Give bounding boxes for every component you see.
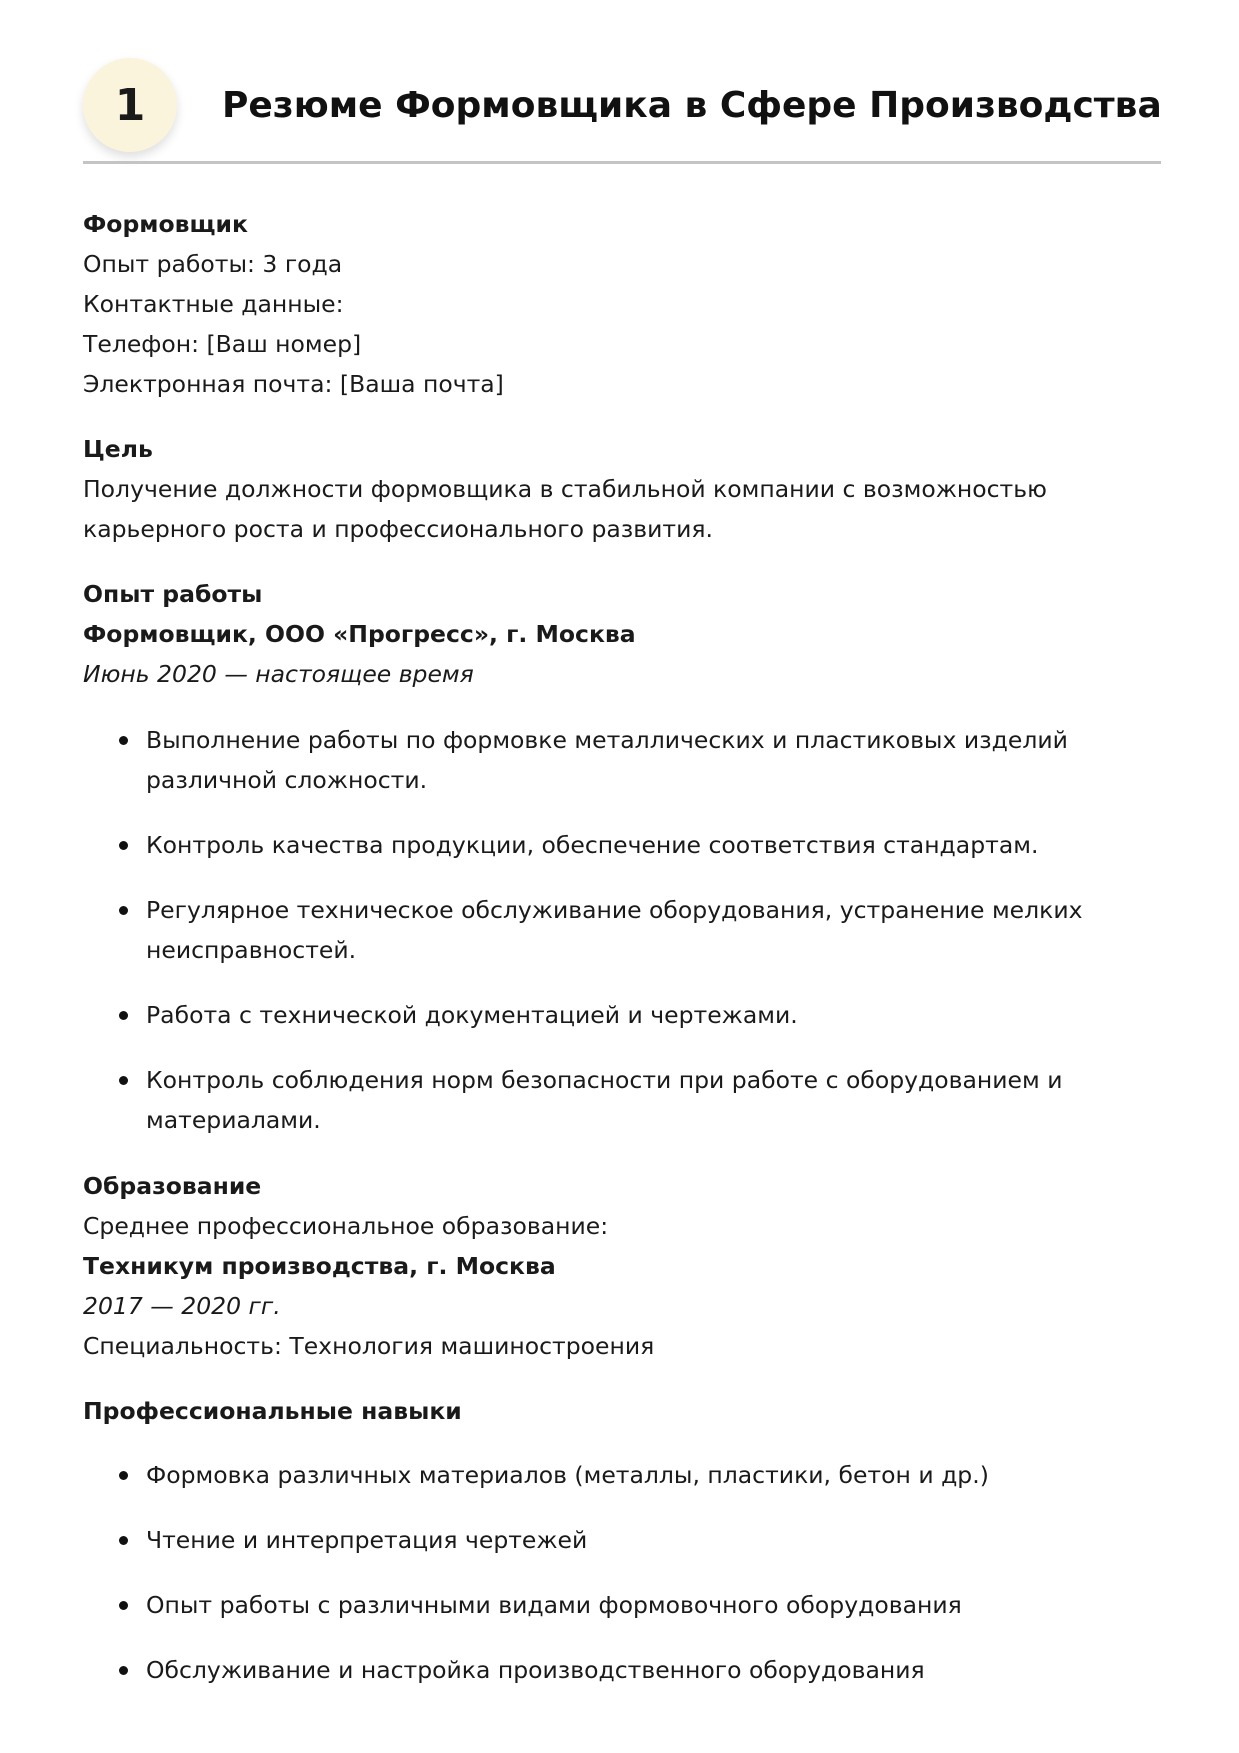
header-divider (83, 161, 1161, 164)
bullet-icon (119, 1471, 128, 1480)
duty-text: Работа с технической документацией и чертежами. (146, 1001, 798, 1029)
resume-content (83, 204, 1161, 1715)
list-item (83, 890, 1161, 970)
skills-heading: Профессиональные навыки (83, 1397, 462, 1425)
list-item (83, 1060, 1161, 1140)
skill-text: Чтение и интерпретация чертежей (146, 1526, 588, 1554)
page-title: Резюме Формовщика в Сфере Производства (222, 85, 1162, 126)
bullet-icon (119, 1536, 128, 1545)
profile-email: Электронная почта: [Ваша почта] (83, 370, 504, 398)
profile-contacts-label: Контактные данные: (83, 290, 344, 318)
list-item (83, 1520, 1161, 1560)
list-item (83, 1585, 1161, 1625)
education-years: 2017 — 2020 гг. (83, 1292, 281, 1320)
skills-list (83, 1455, 1161, 1690)
spacer (83, 1366, 1161, 1391)
list-item (83, 825, 1161, 865)
bullet-icon (119, 736, 128, 745)
education-heading: Образование (83, 1172, 262, 1200)
skill-text: Формовка различных материалов (металлы, пластики, бетон и др.) (146, 1461, 989, 1489)
education-institution: Техникум производства, г. Москва (83, 1252, 556, 1280)
goal-heading: Цель (83, 435, 153, 463)
duty-text: Контроль качества продукции, обеспечение соответствия стандартам. (146, 831, 1039, 859)
experience-period: Июнь 2020 — настоящее время (83, 660, 474, 688)
page-header (83, 58, 1161, 164)
experience-section (83, 574, 1161, 1140)
duty-text: Регулярное техническое обслуживание оборудования, устранение мелких неисправностей. (146, 896, 1083, 964)
education-section (83, 1166, 1161, 1366)
bullet-icon (119, 1076, 128, 1085)
education-specialty: Специальность: Технология машиностроения (83, 1332, 655, 1360)
bullet-icon (119, 1666, 128, 1675)
duty-text: Контроль соблюдения норм безопасности при работе с оборудованием и материалами. (146, 1066, 1063, 1134)
skill-text: Обслуживание и настройка производственного оборудования (146, 1656, 925, 1684)
skill-text: Опыт работы с различными видами формовочного оборудования (146, 1591, 962, 1619)
spacer (83, 404, 1161, 429)
skills-section (83, 1391, 1161, 1690)
bullet-icon (119, 906, 128, 915)
experience-heading: Опыт работы (83, 580, 263, 608)
profile-position: Формовщик (83, 210, 248, 238)
spacer (83, 549, 1161, 574)
experience-job-title: Формовщик, ООО «Прогресс», г. Москва (83, 620, 636, 648)
section-number-badge: 1 (83, 58, 177, 152)
education-level: Среднее профессиональное образование: (83, 1212, 609, 1240)
profile-experience: Опыт работы: 3 года (83, 250, 343, 278)
bullet-icon (119, 1011, 128, 1020)
goal-text: Получение должности формовщика в стабильной компании с возможностью карьерного роста и профессионального развития. (83, 475, 1047, 543)
list-item (83, 1650, 1161, 1690)
profile-section (83, 204, 1161, 404)
list-item (83, 995, 1161, 1035)
experience-duties-list (83, 720, 1161, 1140)
list-item (83, 720, 1161, 800)
duty-text: Выполнение работы по формовке металлических и пластиковых изделий различной сложности. (146, 726, 1068, 794)
goal-section (83, 429, 1161, 549)
bullet-icon (119, 1601, 128, 1610)
profile-phone: Телефон: [Ваш номер] (83, 330, 362, 358)
bullet-icon (119, 841, 128, 850)
list-item (83, 1455, 1161, 1495)
